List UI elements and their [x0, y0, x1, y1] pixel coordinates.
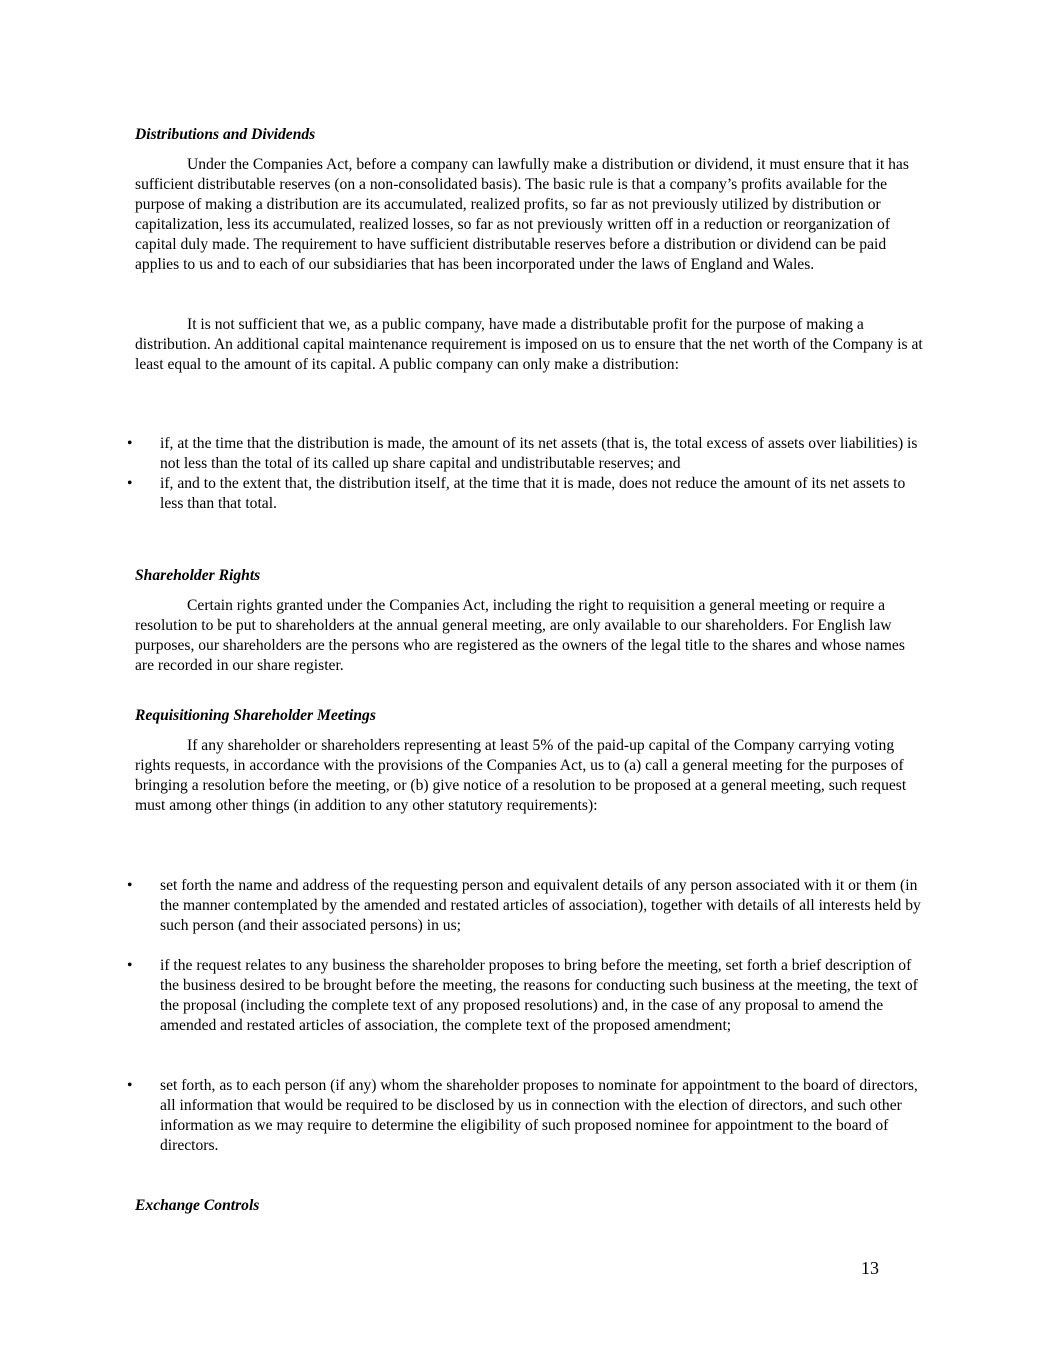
- list-item-text: set forth, as to each person (if any) whom the shareholder proposes to nominate for appointment to the board of directors, all information that would be required to be disclosed by us in connection with the election of directors, and such other information as we may require to determine the eligibility of such proposed nominee for appointment to the board of directors.: [160, 1077, 918, 1154]
- section-heading-shareholder-rights: Shareholder Rights: [135, 567, 261, 584]
- section-heading-distributions: Distributions and Dividends: [135, 126, 316, 143]
- paragraph-requisitioning: If any shareholder or shareholders representing at least 5% of the paid-up capital of the Company carrying voting rights requests, in accordance with the provisions of the Companies Act, us to (a) call a general meeting for the purposes of bringing a resolution before the meeting, or (b) give notice of a resolution to be proposed at a general meeting, such request must among other things (in addition to any other statutory requirements):: [135, 737, 907, 814]
- list-item-text: if the request relates to any business the shareholder proposes to bring before the meeting, set forth a brief description of the business desired to be brought before the meeting, the reasons for conducting such business at the meeting, the text of the proposal (including the complete text of any proposed resolutions) and, in the case of any proposal to amend the amended and restated articles of association, the complete text of the proposed amendment;: [160, 957, 918, 1034]
- list-item: [127, 876, 927, 936]
- paragraph-distributions-1: Under the Companies Act, before a company can lawfully make a distribution or dividend, it must ensure that it has sufficient distributable reserves (on a non-consolidated basis). The basic rule is that a company’s profits available for the purpose of making a distribution are its accumulated, realized profits, so far as not previously utilized by distribution or capitalization, less its accumulated, realized losses, so far as not previously written off in a reduction or reorganization of capital duly made. The requirement to have sufficient distributable reserves before a distribution or dividend can be paid applies to us and to each of our subsidiaries that has been incorporated under the laws of England and Wales.: [135, 156, 909, 273]
- list-item-text: if, at the time that the distribution is made, the amount of its net assets (that is, the total excess of assets over liabilities) is not less than the total of its called up share capital and undistributable reserves; and: [160, 435, 918, 472]
- paragraph-shareholder-rights: Certain rights granted under the Companies Act, including the right to requisition a general meeting or require a resolution to be put to shareholders at the annual general meeting, are only available to our shareholders. For English law purposes, our shareholders are the persons who are registered as the owners of the legal title to the shares and whose names are recorded in our share register.: [135, 597, 905, 674]
- bullet-icon: •: [127, 877, 133, 894]
- list-item: [127, 434, 927, 474]
- list-item-text: set forth the name and address of the requesting person and equivalent details of any person associated with it or them (in the manner contemplated by the amended and restated articles of association), together with details of all interests held by such person (and their associated persons) in us;: [160, 877, 921, 934]
- section-heading-requisitioning: Requisitioning Shareholder Meetings: [135, 707, 376, 724]
- bullet-icon: •: [127, 1077, 133, 1094]
- section-heading-exchange-controls: Exchange Controls: [135, 1197, 260, 1214]
- bullet-icon: •: [127, 475, 133, 492]
- page-number: 13: [861, 1258, 879, 1278]
- list-item: [127, 1076, 927, 1156]
- bullet-icon: •: [127, 957, 133, 974]
- list-item: [127, 956, 927, 1036]
- bullet-icon: •: [127, 435, 133, 452]
- paragraph-distributions-2: It is not sufficient that we, as a public company, have made a distributable profit for the purpose of making a distribution. An additional capital maintenance requirement is imposed on us to ensure that the net worth of the Company is at least equal to the amount of its capital. A public company can only make a distribution:: [135, 316, 923, 373]
- list-item-text: if, and to the extent that, the distribution itself, at the time that it is made, does not reduce the amount of its net assets to less than that total.: [160, 475, 906, 512]
- list-item: [127, 474, 927, 514]
